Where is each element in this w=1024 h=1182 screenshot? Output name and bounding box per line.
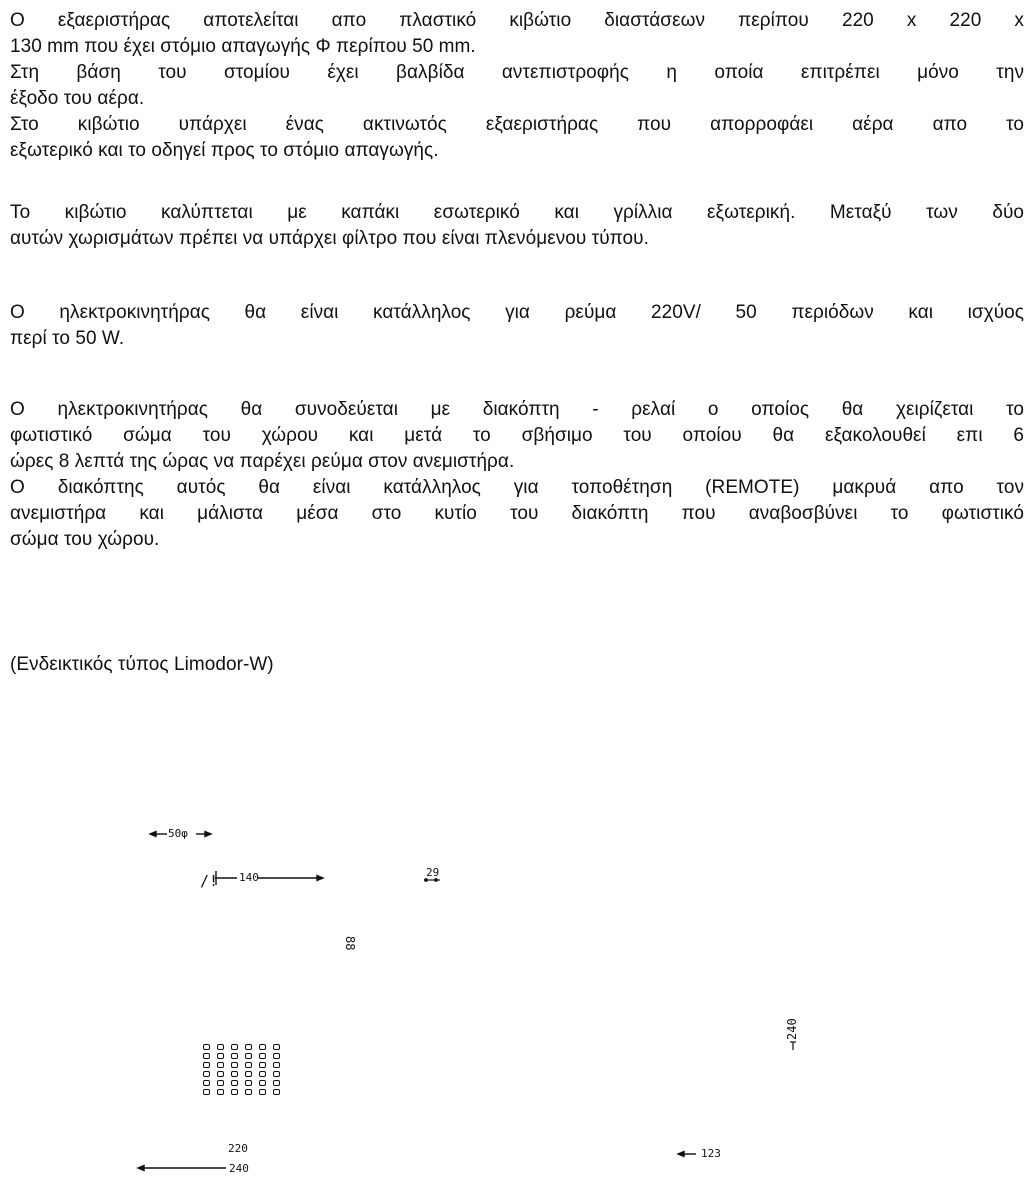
text-line: 130 mm που έχει στόμιο απαγωγής Φ περίπου 50 mm.: [10, 36, 476, 57]
text-line: έξοδο του αέρα.: [10, 88, 145, 109]
grille-slots: [203, 1044, 282, 1098]
text-line: περί το 50 W.: [10, 328, 125, 349]
text-line: Ο ηλεκτροκινητήρας θα συνοδεύεται με διακόπτη - ρελαί ο οποίος θα χειρίζεται το: [10, 399, 1024, 420]
paragraph-model-type: [10, 652, 1024, 678]
text-line: εξωτερικό και το οδηγεί προς το στόμιο απαγωγής.: [10, 140, 439, 161]
text-line: Το κιβώτιο καλύπτεται με καπάκι εσωτερικό και γρίλλια εξωτερική. Μεταξύ των δύο: [10, 202, 1024, 223]
text-line: Ο διακόπτης αυτός θα είναι κατάλληλος για τοποθέτηση (REMOTE) μακρυά απο τον: [10, 477, 1024, 498]
dim-width-top: [215, 871, 323, 885]
label-width-inner: 220: [228, 1142, 248, 1155]
label-width-top: 140: [239, 871, 259, 884]
text-line: σώμα του χώρου.: [10, 529, 160, 550]
text-line: Στο κιβώτιο υπάρχει ένας ακτινωτός εξαεριστήρας που απορροφάει αέρα απο το: [10, 114, 1024, 135]
text-line: Στη βάση του στομίου έχει βαλβίδα αντεπιστροφής η οποία επιτρέπει μόνο την: [10, 62, 1024, 83]
label-offset-right: 29: [426, 866, 440, 879]
paragraph-relay-switch: [10, 397, 1024, 553]
label-depth-side: 123: [701, 1147, 721, 1160]
text-line: ώρες 8 λεπτά της ώρας να παρέχει ρεύμα στον ανεμιστήρα.: [10, 451, 515, 472]
paragraph-motor-power: [10, 300, 1024, 352]
paragraph-cover-filter: [10, 200, 1024, 252]
label-width-outer: 240: [229, 1162, 249, 1175]
text-line: Ο εξαεριστήρας αποτελείται απο πλαστικό κιβώτιο διαστάσεων περίπου 220 x 220 x: [10, 10, 1024, 31]
paragraph-description: [10, 8, 1024, 164]
dim-offset-right: [424, 879, 440, 882]
dim-depth-side: [678, 1152, 696, 1157]
label-outlet-diameter: 50φ: [168, 827, 188, 840]
label-slash-mark: /!: [200, 872, 219, 890]
text-line: αυτών χωρισμάτων πρέπει να υπάρχει φίλτρο που είναι πλενόμενου τύπου.: [10, 228, 649, 249]
dim-width-bottom: [138, 1166, 226, 1171]
text-line: (Ενδεικτικός τύπος Limodor-W): [10, 654, 274, 675]
label-height-right: 240: [785, 1018, 799, 1040]
dim-height-right: [790, 1042, 796, 1050]
text-line: ανεμιστήρα και μάλιστα μέσα στο κυτίο του διακόπτη που αναβοσβύνει το φωτιστικό: [10, 503, 1024, 524]
text-line: φωτιστικό σώμα του χώρου και μετά το σβήσιμο του οποίου θα εξακολουθεί επι 6: [10, 425, 1024, 446]
label-depth-mark: 88: [343, 936, 357, 951]
text-line: Ο ηλεκτροκινητήρας θα είναι κατάλληλος για ρεύμα 220V/ 50 περιόδων και ισχύος: [10, 302, 1024, 323]
